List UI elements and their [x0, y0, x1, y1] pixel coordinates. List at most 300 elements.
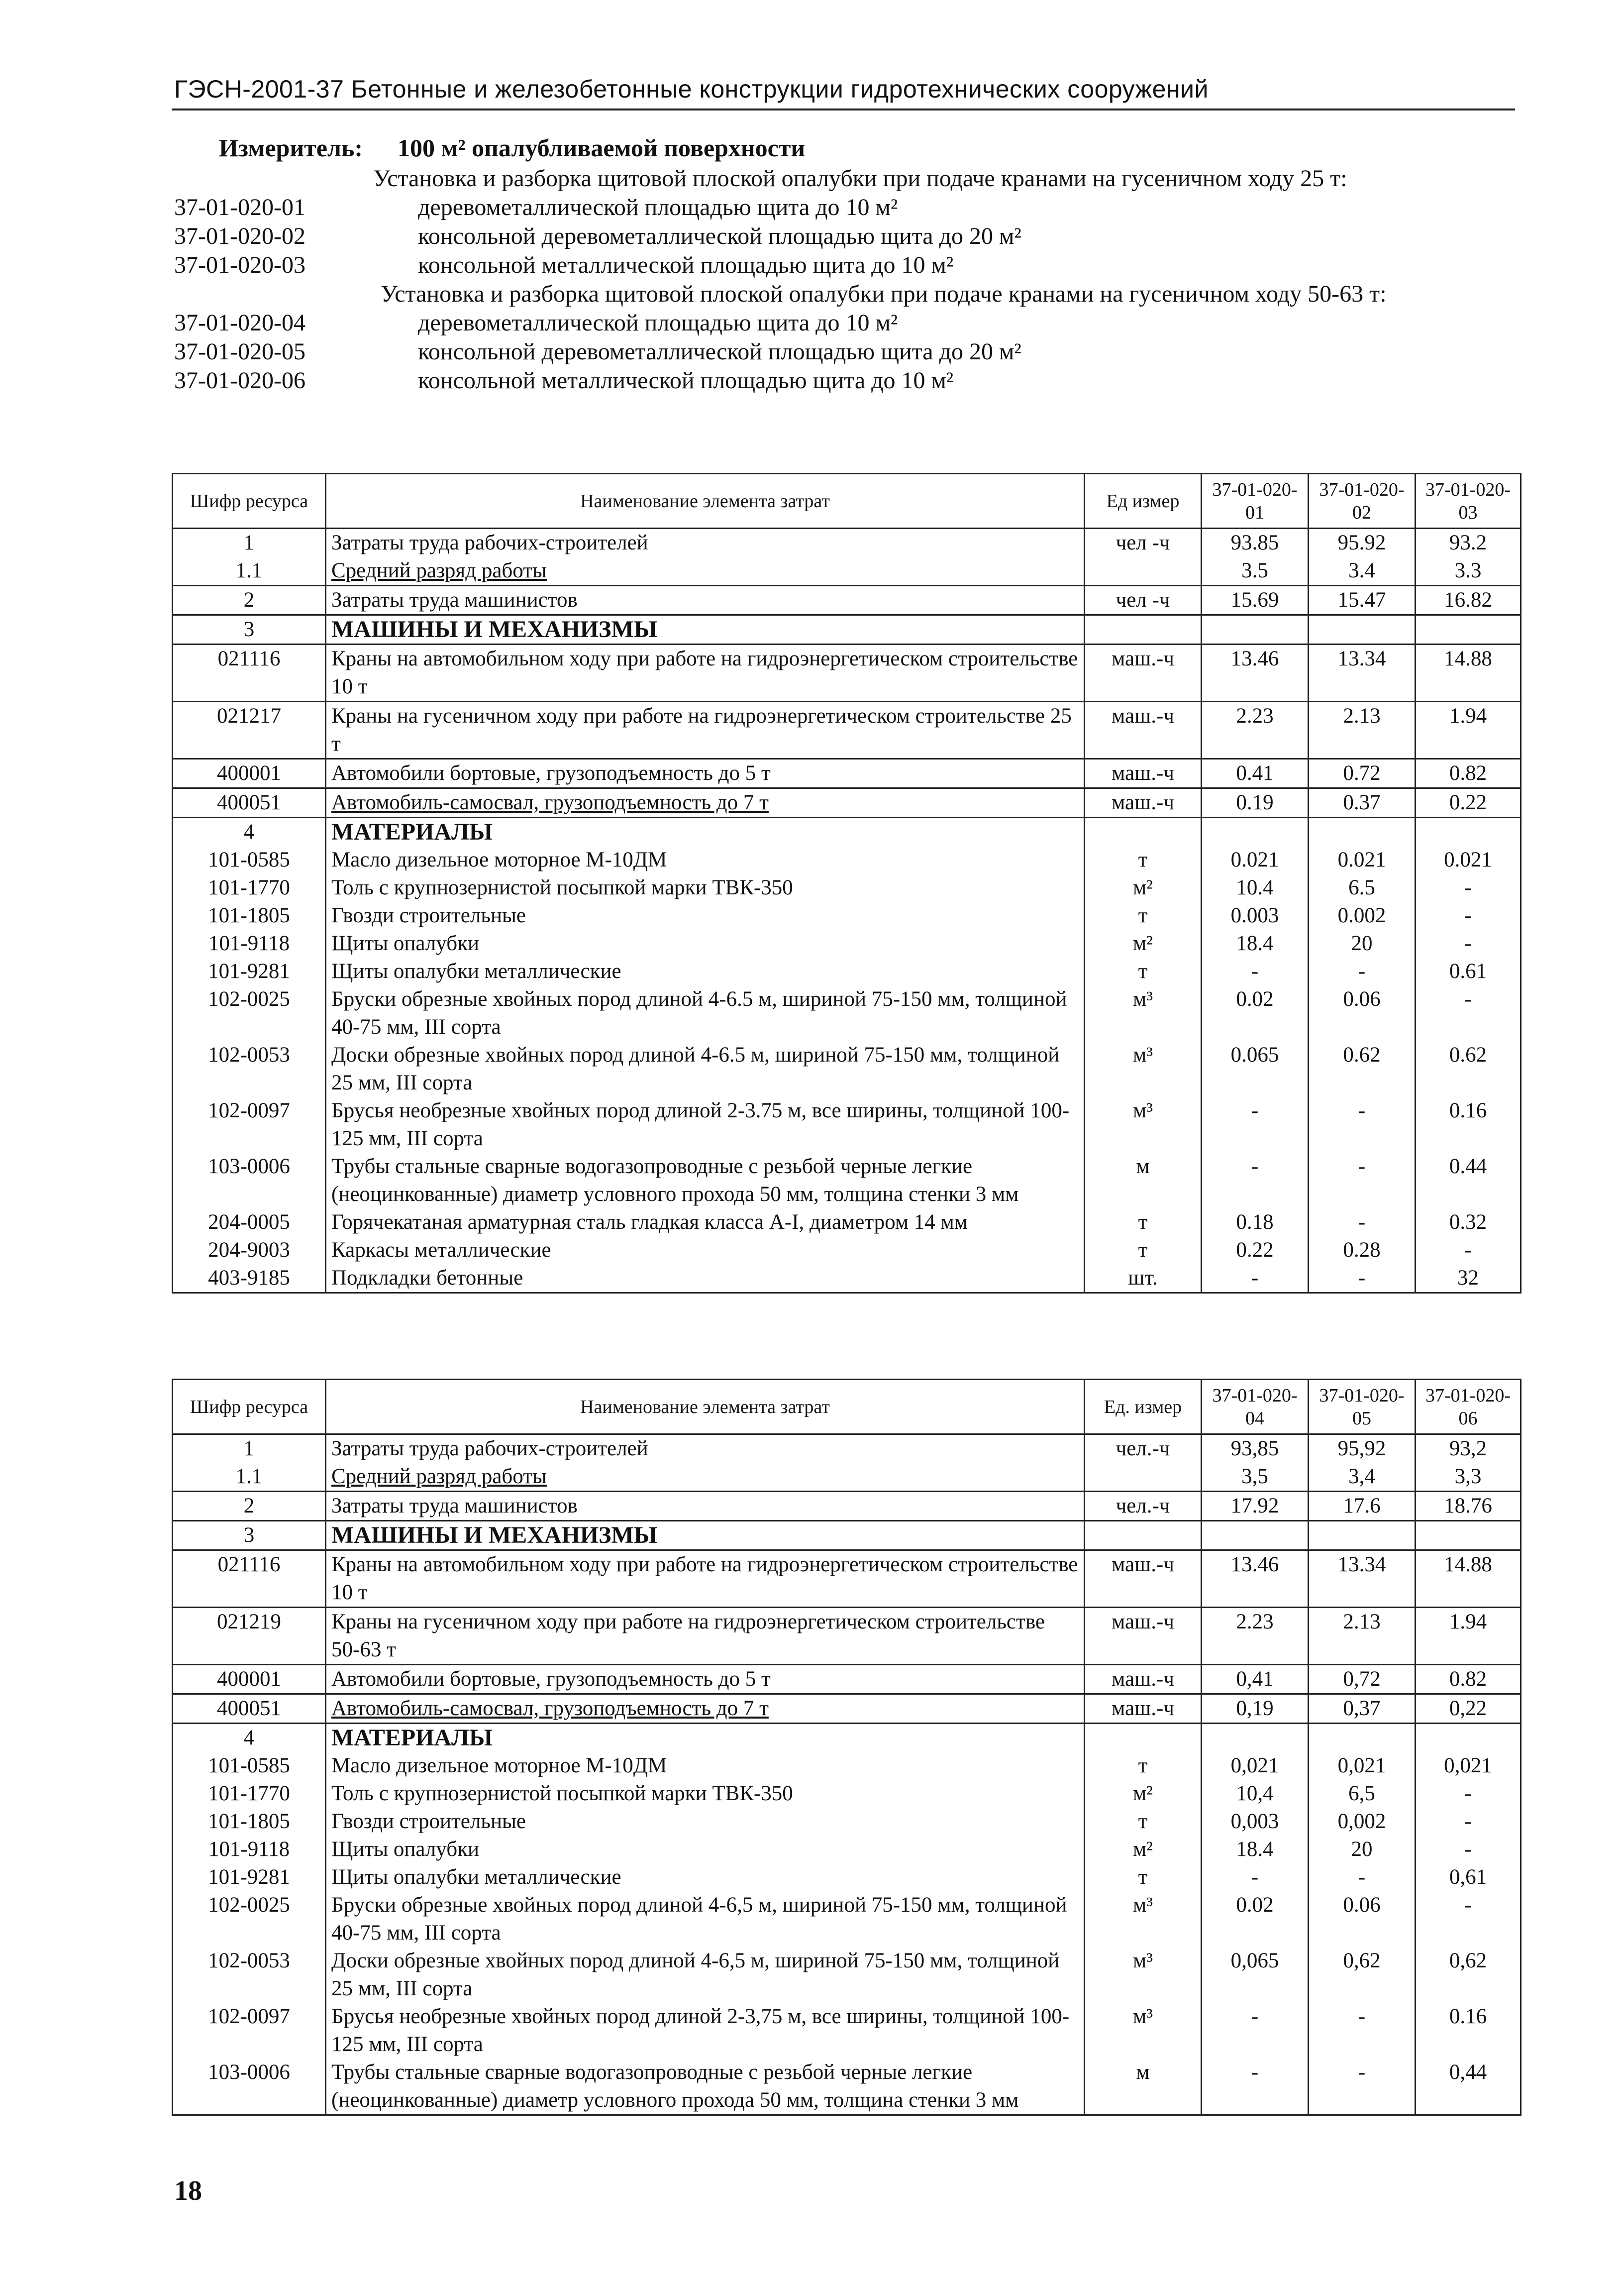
cell-name: Автомобили бортовые, грузоподъемность до 5 т — [326, 1665, 1085, 1694]
table-row — [173, 557, 1521, 586]
cell-code: 101-1770 — [173, 1780, 326, 1808]
cell-value-1: 13.46 — [1202, 645, 1309, 702]
cell-code: 3 — [173, 1521, 326, 1550]
table-row — [173, 702, 1521, 759]
cell-unit: маш.-ч — [1085, 702, 1202, 759]
cell-code: 204-0005 — [173, 1208, 326, 1236]
table-row — [173, 1236, 1521, 1264]
cell-value-1 — [1202, 1724, 1309, 1752]
cell-value-1: 17.92 — [1202, 1492, 1309, 1521]
cell-name: Трубы стальные сварные водогазопроводные с резьбой черные легкие (неоцинкованные) диаметр условного прохода 50 мм, толщина стенки 3 мм — [326, 1153, 1085, 1208]
cell-value-2: 0.06 — [1309, 985, 1416, 1041]
table-row — [173, 1463, 1521, 1492]
cell-unit: м² — [1085, 930, 1202, 958]
cell-name: Масло дизельное моторное М-10ДМ — [326, 846, 1085, 874]
cell-value-2: 17.6 — [1309, 1492, 1416, 1521]
cell-unit: маш.-ч — [1085, 1665, 1202, 1694]
cell-code: 101-9118 — [173, 1836, 326, 1863]
table-row — [173, 846, 1521, 874]
table-row — [173, 788, 1521, 818]
cell-unit: м — [1085, 1153, 1202, 1208]
cell-name: Автомобиль-самосвал, грузоподъемность до 7 т — [326, 788, 1085, 818]
cell-name: Щиты опалубки металлические — [326, 958, 1085, 985]
cell-name: Автомобили бортовые, грузоподъемность до 5 т — [326, 759, 1085, 788]
cell-name: Брусья необрезные хвойных пород длиной 2-3,75 м, все ширины, толщиной 100-125 мм, III сорта — [326, 2003, 1085, 2058]
cell-unit: т — [1085, 1752, 1202, 1780]
cell-unit: т — [1085, 1808, 1202, 1836]
table-row — [173, 874, 1521, 902]
cell-code: 101-9281 — [173, 1863, 326, 1891]
cell-unit: т — [1085, 902, 1202, 930]
cell-value-1: 3.5 — [1202, 557, 1309, 586]
work-code-item — [174, 251, 1522, 280]
cell-code: 102-0053 — [173, 1041, 326, 1097]
cell-unit: т — [1085, 1863, 1202, 1891]
cell-value-1: 0.41 — [1202, 759, 1309, 788]
cell-name: Толь с крупнозернистой посыпкой марки ТВК-350 — [326, 1780, 1085, 1808]
cell-name: Краны на автомобильном ходу при работе на гидроэнергетическом строительстве 10 т — [326, 1550, 1085, 1608]
cell-code: 102-0097 — [173, 2003, 326, 2058]
cell-unit: м³ — [1085, 985, 1202, 1041]
cell-value-3 — [1416, 818, 1521, 847]
cell-value-1 — [1202, 818, 1309, 847]
cell-value-3: 93,2 — [1416, 1434, 1521, 1463]
cell-code: 101-1770 — [173, 874, 326, 902]
table-row — [173, 818, 1521, 847]
cell-value-2: 3,4 — [1309, 1463, 1416, 1492]
table-row — [173, 1836, 1521, 1863]
cell-value-2 — [1309, 1521, 1416, 1550]
measure-value: 100 м² опалубливаемой поверхности — [398, 134, 806, 162]
running-header: ГЭСН-2001-37 Бетонные и железобетонные конструкции гидротехнических сооружений — [174, 75, 1209, 103]
cell-value-1: - — [1202, 1264, 1309, 1293]
table-row — [173, 1665, 1521, 1694]
work-code: 37-01-020-06 — [174, 367, 305, 394]
cell-name: МАШИНЫ И МЕХАНИЗМЫ — [326, 615, 1085, 645]
cell-value-1: 0.18 — [1202, 1208, 1309, 1236]
table-row — [173, 586, 1521, 615]
cell-name: Каркасы металлические — [326, 1236, 1085, 1264]
cell-value-2: - — [1309, 1153, 1416, 1208]
cell-unit: м² — [1085, 1780, 1202, 1808]
table-row — [173, 615, 1521, 645]
cell-unit: м³ — [1085, 1097, 1202, 1153]
table-row — [173, 1724, 1521, 1752]
work-description: консольной металлической площадью щита до 10 м² — [418, 252, 954, 278]
cell-name: Щиты опалубки — [326, 930, 1085, 958]
cell-value-3: 0.22 — [1416, 788, 1521, 818]
cell-name: Толь с крупнозернистой посыпкой марки ТВК-350 — [326, 874, 1085, 902]
cell-value-2: 0,62 — [1309, 1947, 1416, 2003]
cell-value-3: - — [1416, 1236, 1521, 1264]
cell-name: Затраты труда машинистов — [326, 586, 1085, 615]
cell-unit: маш.-ч — [1085, 1694, 1202, 1724]
cell-value-2: 6,5 — [1309, 1780, 1416, 1808]
cell-name: Трубы стальные сварные водогазопроводные с резьбой черные легкие (неоцинкованные) диаметр условного прохода 50 мм, толщина стенки 3 мм — [326, 2058, 1085, 2115]
table-header-row — [173, 1380, 1521, 1434]
cell-value-3: - — [1416, 985, 1521, 1041]
cell-unit: шт. — [1085, 1264, 1202, 1293]
cell-value-2: 0.28 — [1309, 1236, 1416, 1264]
cell-unit: м³ — [1085, 1891, 1202, 1947]
cell-name: Краны на гусеничном ходу при работе на гидроэнергетическом строительстве 50-63 т — [326, 1608, 1085, 1665]
cell-value-3: 1.94 — [1416, 702, 1521, 759]
cell-value-3: 0.021 — [1416, 846, 1521, 874]
cell-name: Затраты труда рабочих-строителей — [326, 1434, 1085, 1463]
cell-unit: маш.-ч — [1085, 759, 1202, 788]
cell-name: Гвозди строительные — [326, 902, 1085, 930]
cell-value-3 — [1416, 1521, 1521, 1550]
cell-value-1: 0.02 — [1202, 985, 1309, 1041]
cell-value-3: - — [1416, 1780, 1521, 1808]
work-code-item — [174, 337, 1522, 366]
work-description: консольной деревометаллической площадью щита до 20 м² — [418, 223, 1021, 249]
cell-value-3: - — [1416, 930, 1521, 958]
table-row — [173, 1608, 1521, 1665]
cell-value-3: - — [1416, 1836, 1521, 1863]
col-header-name: Наименование элемента затрат — [326, 474, 1085, 529]
table-row — [173, 2003, 1521, 2058]
cell-value-1: 0,021 — [1202, 1752, 1309, 1780]
cell-value-2: 13.34 — [1309, 645, 1416, 702]
cell-value-2: 3.4 — [1309, 557, 1416, 586]
cell-value-1: 0.19 — [1202, 788, 1309, 818]
cell-value-2 — [1309, 818, 1416, 847]
cell-value-1: 10.4 — [1202, 874, 1309, 902]
header-rule — [172, 108, 1515, 110]
cell-value-2: - — [1309, 2003, 1416, 2058]
cell-unit — [1085, 1724, 1202, 1752]
cell-name: Автомобиль-самосвал, грузоподъемность до 7 т — [326, 1694, 1085, 1724]
work-code-list — [174, 164, 1522, 395]
cell-code: 021116 — [173, 1550, 326, 1608]
cell-value-1: 0.02 — [1202, 1891, 1309, 1947]
col-header-c3: 37-01-020-03 — [1416, 474, 1521, 529]
intro-text-1: Установка и разборка щитовой плоской опалубки при подаче кранами на гусеничном ходу 25 т: — [373, 165, 1347, 192]
table-row — [173, 645, 1521, 702]
cell-name: Средний разряд работы — [326, 1463, 1085, 1492]
resource-table-2 — [172, 1379, 1522, 2116]
col-header-unit: Ед. измер — [1085, 1380, 1202, 1434]
cell-value-1: - — [1202, 1153, 1309, 1208]
cell-code: 021219 — [173, 1608, 326, 1665]
cell-name: Горячекатаная арматурная сталь гладкая класса А-I, диаметром 14 мм — [326, 1208, 1085, 1236]
cell-value-1: 0.021 — [1202, 846, 1309, 874]
cell-value-3: 0,61 — [1416, 1863, 1521, 1891]
cell-unit: маш.-ч — [1085, 645, 1202, 702]
cell-value-3: - — [1416, 874, 1521, 902]
cell-name: Бруски обрезные хвойных пород длиной 4-6.5 м, шириной 75-150 мм, толщиной 40-75 мм, III сорта — [326, 985, 1085, 1041]
table-row — [173, 1752, 1521, 1780]
col-header-unit: Ед измер — [1085, 474, 1202, 529]
cell-value-1: - — [1202, 1097, 1309, 1153]
cell-code: 101-9118 — [173, 930, 326, 958]
table-row — [173, 1947, 1521, 2003]
cell-value-1: 0,003 — [1202, 1808, 1309, 1836]
cell-value-2: - — [1309, 2058, 1416, 2115]
cell-code: 1 — [173, 1434, 326, 1463]
work-code-item — [174, 366, 1522, 395]
cell-code: 204-9003 — [173, 1236, 326, 1264]
cell-code: 1 — [173, 529, 326, 557]
intro-text-2: Установка и разборка щитовой плоской опалубки при подаче кранами на гусеничном ходу 50-63 т: — [381, 281, 1387, 307]
table-row — [173, 958, 1521, 985]
cell-value-1: - — [1202, 2058, 1309, 2115]
cell-unit — [1085, 818, 1202, 847]
work-description: консольной металлической площадью щита до 10 м² — [418, 367, 954, 394]
cell-name: МАТЕРИАЛЫ — [326, 818, 1085, 847]
cell-unit: маш.-ч — [1085, 1608, 1202, 1665]
cell-code: 103-0006 — [173, 1153, 326, 1208]
cell-code: 400001 — [173, 759, 326, 788]
cell-value-1: 0,19 — [1202, 1694, 1309, 1724]
cell-code: 101-9281 — [173, 958, 326, 985]
cell-code: 2 — [173, 586, 326, 615]
table-row — [173, 1153, 1521, 1208]
cell-code: 102-0097 — [173, 1097, 326, 1153]
cell-value-2: 6.5 — [1309, 874, 1416, 902]
cell-name: Щиты опалубки — [326, 1836, 1085, 1863]
table-row — [173, 1550, 1521, 1608]
cell-value-3: 0.61 — [1416, 958, 1521, 985]
table-row — [173, 1521, 1521, 1550]
cell-code: 403-9185 — [173, 1264, 326, 1293]
cell-unit: т — [1085, 1208, 1202, 1236]
cell-value-3: 0.16 — [1416, 2003, 1521, 2058]
cell-name: Подкладки бетонные — [326, 1264, 1085, 1293]
col-header-c2: 37-01-020-02 — [1309, 474, 1416, 529]
col-header-code: Шифр ресурса — [173, 1380, 326, 1434]
cell-value-3 — [1416, 615, 1521, 645]
cell-value-2: 0.62 — [1309, 1041, 1416, 1097]
cell-code: 101-1805 — [173, 1808, 326, 1836]
cell-name: Гвозди строительные — [326, 1808, 1085, 1836]
cell-value-2: - — [1309, 1097, 1416, 1153]
cell-value-3: 0.32 — [1416, 1208, 1521, 1236]
page-number: 18 — [174, 2175, 202, 2206]
cell-value-1: 2.23 — [1202, 702, 1309, 759]
col-header-c2: 37-01-020-05 — [1309, 1380, 1416, 1434]
col-header-name: Наименование элемента затрат — [326, 1380, 1085, 1434]
cell-value-2: 0.021 — [1309, 846, 1416, 874]
cell-name: Затраты труда машинистов — [326, 1492, 1085, 1521]
cell-value-1: 13.46 — [1202, 1550, 1309, 1608]
cell-unit: т — [1085, 1236, 1202, 1264]
measure-label: Измеритель: — [219, 134, 363, 162]
cell-code: 3 — [173, 615, 326, 645]
cell-value-3: 0.16 — [1416, 1097, 1521, 1153]
cell-value-3: 16.82 — [1416, 586, 1521, 615]
cell-value-1: 0,41 — [1202, 1665, 1309, 1694]
cell-value-2: 95,92 — [1309, 1434, 1416, 1463]
table-row — [173, 759, 1521, 788]
cell-code: 101-1805 — [173, 902, 326, 930]
cell-code: 102-0025 — [173, 985, 326, 1041]
cell-unit: маш.-ч — [1085, 1550, 1202, 1608]
table-row — [173, 1863, 1521, 1891]
cell-value-2: 0.06 — [1309, 1891, 1416, 1947]
cell-value-2: 13.34 — [1309, 1550, 1416, 1608]
cell-value-1: - — [1202, 1863, 1309, 1891]
cell-value-1: 0.065 — [1202, 1041, 1309, 1097]
table-row — [173, 1492, 1521, 1521]
cell-code: 102-0053 — [173, 1947, 326, 2003]
table-row — [173, 1891, 1521, 1947]
cell-value-2: 2.13 — [1309, 1608, 1416, 1665]
cell-unit: м³ — [1085, 1947, 1202, 2003]
cell-value-3: 0.82 — [1416, 759, 1521, 788]
measure-line — [219, 133, 805, 162]
cell-value-3: 0,44 — [1416, 2058, 1521, 2115]
cell-name: МАТЕРИАЛЫ — [326, 1724, 1085, 1752]
cell-value-3: 14.88 — [1416, 1550, 1521, 1608]
cell-code: 4 — [173, 1724, 326, 1752]
cell-name: Масло дизельное моторное М-10ДМ — [326, 1752, 1085, 1780]
table-row — [173, 930, 1521, 958]
cell-value-3: 32 — [1416, 1264, 1521, 1293]
cell-value-3: - — [1416, 902, 1521, 930]
cell-value-3: 0.82 — [1416, 1665, 1521, 1694]
cell-value-1: 93.85 — [1202, 529, 1309, 557]
cell-unit — [1085, 1521, 1202, 1550]
cell-value-3: 1.94 — [1416, 1608, 1521, 1665]
work-description: деревометаллической площадью щита до 10 м² — [418, 194, 898, 220]
cell-value-2: - — [1309, 1264, 1416, 1293]
cell-code: 1.1 — [173, 557, 326, 586]
cell-value-1: 93,85 — [1202, 1434, 1309, 1463]
cell-value-2: 0,002 — [1309, 1808, 1416, 1836]
cell-value-2: 0,37 — [1309, 1694, 1416, 1724]
cell-unit — [1085, 1463, 1202, 1492]
cell-value-1: 15.69 — [1202, 586, 1309, 615]
work-code: 37-01-020-05 — [174, 338, 305, 365]
cell-value-2: 0.72 — [1309, 759, 1416, 788]
cell-code: 021116 — [173, 645, 326, 702]
table-row — [173, 985, 1521, 1041]
cell-name: Средний разряд работы — [326, 557, 1085, 586]
cell-value-3: 0,021 — [1416, 1752, 1521, 1780]
cell-name: Доски обрезные хвойных пород длиной 4-6.5 м, шириной 75-150 мм, толщиной 25 мм, III сорта — [326, 1041, 1085, 1097]
cell-code: 400051 — [173, 1694, 326, 1724]
work-description: деревометаллической площадью щита до 10 м² — [418, 310, 898, 336]
cell-value-1: 3,5 — [1202, 1463, 1309, 1492]
cell-name: Бруски обрезные хвойных пород длиной 4-6,5 м, шириной 75-150 мм, толщиной 40-75 мм, III сорта — [326, 1891, 1085, 1947]
col-header-c3: 37-01-020-06 — [1416, 1380, 1521, 1434]
cell-unit: м³ — [1085, 1041, 1202, 1097]
cell-value-3: 3,3 — [1416, 1463, 1521, 1492]
cell-value-1: 10,4 — [1202, 1780, 1309, 1808]
cell-value-1: - — [1202, 958, 1309, 985]
work-code: 37-01-020-03 — [174, 252, 305, 278]
resource-table-1 — [172, 473, 1522, 1294]
cell-value-1: 0.003 — [1202, 902, 1309, 930]
cell-code: 400001 — [173, 1665, 326, 1694]
cell-value-3: 0,62 — [1416, 1947, 1521, 2003]
work-code-item — [174, 222, 1522, 251]
code-group-2 — [174, 309, 1522, 395]
cell-code: 101-0585 — [173, 1752, 326, 1780]
work-code-item — [174, 193, 1522, 222]
cell-code: 1.1 — [173, 1463, 326, 1492]
cell-value-3 — [1416, 1724, 1521, 1752]
cell-value-1: 18.4 — [1202, 930, 1309, 958]
cell-value-2: - — [1309, 1208, 1416, 1236]
code-group-1 — [174, 193, 1522, 280]
col-header-c1: 37-01-020-04 — [1202, 1380, 1309, 1434]
cell-value-3: 18.76 — [1416, 1492, 1521, 1521]
cell-code: 102-0025 — [173, 1891, 326, 1947]
cell-value-2: 15.47 — [1309, 586, 1416, 615]
cell-code: 4 — [173, 818, 326, 847]
cell-value-2: 0.37 — [1309, 788, 1416, 818]
table-row — [173, 1434, 1521, 1463]
cell-unit: чел -ч — [1085, 529, 1202, 557]
cell-value-3: 0.62 — [1416, 1041, 1521, 1097]
col-header-c1: 37-01-020-01 — [1202, 474, 1309, 529]
cell-value-1: 0.22 — [1202, 1236, 1309, 1264]
cell-value-1: 2.23 — [1202, 1608, 1309, 1665]
cell-value-3: - — [1416, 1891, 1521, 1947]
cell-unit — [1085, 615, 1202, 645]
table-row — [173, 1264, 1521, 1293]
cell-unit: чел.-ч — [1085, 1434, 1202, 1463]
cell-code: 400051 — [173, 788, 326, 818]
work-code: 37-01-020-02 — [174, 223, 305, 249]
table-row — [173, 1041, 1521, 1097]
table-row — [173, 1097, 1521, 1153]
work-code: 37-01-020-01 — [174, 194, 305, 220]
cell-value-2: 0,72 — [1309, 1665, 1416, 1694]
table-row — [173, 1694, 1521, 1724]
table-row — [173, 2058, 1521, 2115]
cell-unit: м² — [1085, 1836, 1202, 1863]
cell-name: Затраты труда рабочих-строителей — [326, 529, 1085, 557]
cell-value-1: 18.4 — [1202, 1836, 1309, 1863]
cell-value-3: 0,22 — [1416, 1694, 1521, 1724]
cell-value-2: - — [1309, 958, 1416, 985]
cell-code: 103-0006 — [173, 2058, 326, 2115]
cell-name: МАШИНЫ И МЕХАНИЗМЫ — [326, 1521, 1085, 1550]
cell-unit: т — [1085, 958, 1202, 985]
cell-unit — [1085, 557, 1202, 586]
cell-name: Краны на гусеничном ходу при работе на гидроэнергетическом строительстве 25 т — [326, 702, 1085, 759]
table-row — [173, 902, 1521, 930]
cell-name: Щиты опалубки металлические — [326, 1863, 1085, 1891]
table-row — [173, 1208, 1521, 1236]
cell-value-1: - — [1202, 2003, 1309, 2058]
cell-unit: т — [1085, 846, 1202, 874]
table-row — [173, 1780, 1521, 1808]
work-code: 37-01-020-04 — [174, 310, 305, 336]
cell-value-2: 20 — [1309, 1836, 1416, 1863]
work-description: консольной деревометаллической площадью щита до 20 м² — [418, 338, 1021, 365]
cell-value-3: 93.2 — [1416, 529, 1521, 557]
cell-unit: чел.-ч — [1085, 1492, 1202, 1521]
cell-value-2: 95.92 — [1309, 529, 1416, 557]
cell-value-2 — [1309, 615, 1416, 645]
cell-value-2: 0,021 — [1309, 1752, 1416, 1780]
cell-value-3: 3.3 — [1416, 557, 1521, 586]
col-header-code: Шифр ресурса — [173, 474, 326, 529]
table-row — [173, 1808, 1521, 1836]
cell-name: Краны на автомобильном ходу при работе на гидроэнергетическом строительстве 10 т — [326, 645, 1085, 702]
cell-unit: м³ — [1085, 2003, 1202, 2058]
work-code-item — [174, 309, 1522, 337]
cell-value-2: 20 — [1309, 930, 1416, 958]
table-header-row — [173, 474, 1521, 529]
cell-value-3: 0.44 — [1416, 1153, 1521, 1208]
cell-value-2: - — [1309, 1863, 1416, 1891]
